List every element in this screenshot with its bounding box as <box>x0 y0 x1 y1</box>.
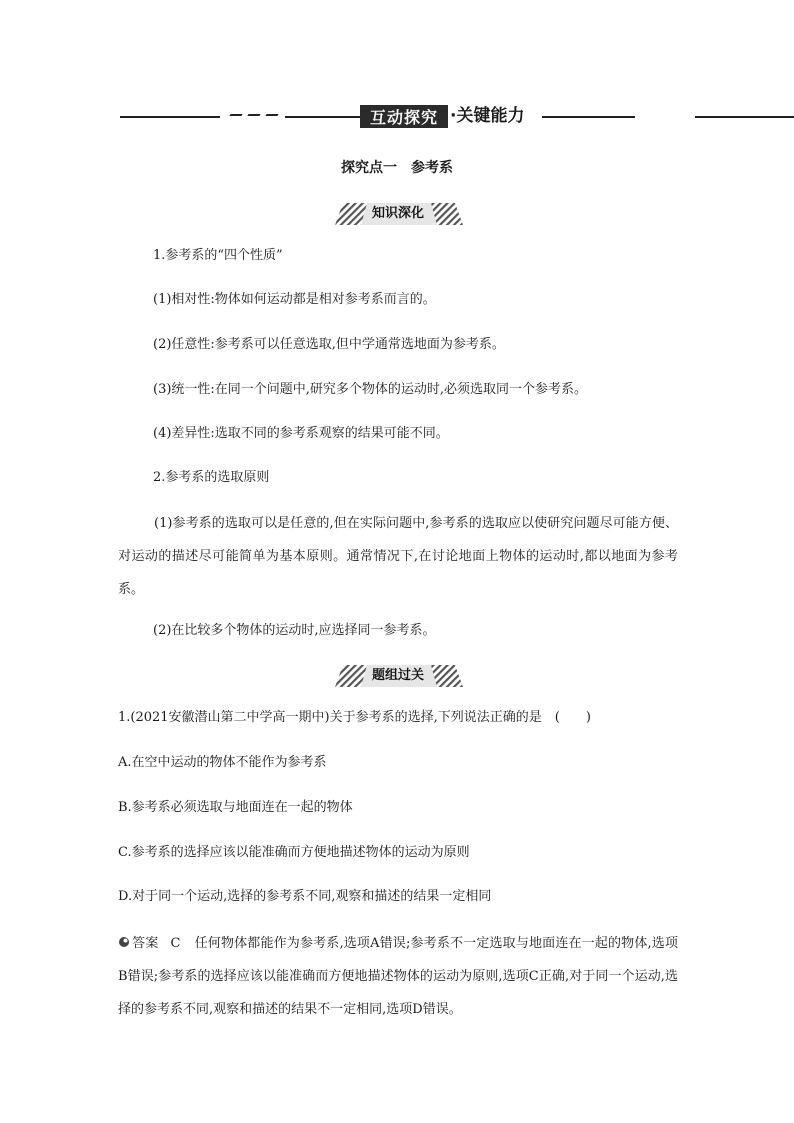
question-stem: 1.(2021安徽潜山第二中学高一期中)关于参考系的选择,下列说法正确的是 ( ) <box>118 710 591 725</box>
option-c: C.参考系的选择应该以能准确而方便地描述物体的运动为原则 <box>118 845 470 860</box>
point-2-heading: 2.参考系的选取原则 <box>153 470 270 485</box>
knowledge-tag-label: 知识深化 <box>371 206 424 221</box>
header-dash <box>265 114 278 116</box>
point-1-heading: 1.参考系的“四个性质” <box>153 248 283 263</box>
answer-marker-icon <box>118 936 130 948</box>
header-dash <box>229 114 242 116</box>
header-dash <box>247 114 260 116</box>
point-1-item-3: (3)统一性:在同一个问题中,研究多个物体的运动时,必须选取同一个参考系。 <box>153 382 588 397</box>
option-d: D.对于同一个运动,选择的参考系不同,观察和描述的结果一定相同 <box>118 889 492 904</box>
section-banner-text: ·关键能力 <box>450 105 528 128</box>
option-a: A.在空中运动的物体不能作为参考系 <box>118 755 327 770</box>
point-1-item-4: (4)差异性:选取不同的参考系观察的结果可能不同。 <box>153 426 449 441</box>
answer-label: 答案 <box>132 936 159 951</box>
point-2-item-1: (1)参考系的选取可以是任意的,但在实际问题中,参考系的选取应以使研究问题尽可能方便、对运动的描述尽可能简单为基本原则。通常情况下,在讨论地面上物体的运动时,都以地面为参考系。 <box>118 516 678 597</box>
knowledge-tag <box>333 203 463 225</box>
answer-explanation: 任何物体都能作为参考系,选项A错误;参考系不一定选取与地面连在一起的物体,选项B错误;参考系的选择应该以能准确而方便地描述物体的运动为原则,选项C正确,对于同一个运动,选择的参考系不同,观察和描述的结果不一定相同,选项D错误。 <box>118 936 678 1017</box>
practice-tag-label: 题组过关 <box>371 668 424 683</box>
header-rule-right <box>542 116 635 118</box>
option-b: B.参考系必须选取与地面连在一起的物体 <box>118 800 353 815</box>
answer-choice: C <box>170 936 181 951</box>
header-rule-far-right <box>695 116 794 118</box>
section-banner-box: 互动探究 <box>360 105 448 128</box>
practice-tag <box>333 665 463 687</box>
point-1-item-2: (2)任意性:参考系可以任意选取,但中学通常选地面为参考系。 <box>153 337 505 352</box>
header-rule-middle <box>285 116 360 118</box>
answer-block <box>118 927 678 1026</box>
point-1-item-1: (1)相对性:物体如何运动都是相对参考系而言的。 <box>153 292 436 307</box>
section-title: 探究点一 参考系 <box>341 160 453 176</box>
point-2-item-2: (2)在比较多个物体的运动时,应选择同一参考系。 <box>153 623 436 638</box>
header-rule-left <box>120 116 220 118</box>
